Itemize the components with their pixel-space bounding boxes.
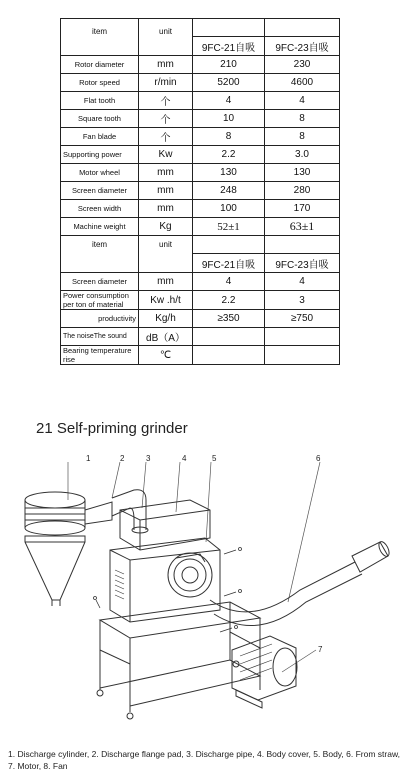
table-row [61,56,340,74]
header-model-b: 9FC-23自吸 [265,254,340,273]
row-item: Machine weight [61,218,139,236]
bolts [94,548,242,633]
row-value-b: 63±1 [265,218,340,236]
row-unit: mm [139,200,193,218]
row-unit: 个 [139,110,193,128]
callout-4: 4 [182,454,187,463]
callout-labels [86,454,323,654]
callout-5: 5 [212,454,217,463]
row-item: Screen width [61,200,139,218]
table-row [61,328,340,346]
table-row [61,346,340,365]
row-item: Rotor diameter [61,56,139,74]
row-item: Screen diameter [61,182,139,200]
row-value-b: 130 [265,164,340,182]
callout-3: 3 [146,454,151,463]
table-row [61,273,340,291]
grinder-drawing [0,450,400,735]
row-unit: 个 [139,92,193,110]
table-row [61,92,340,110]
table-row [61,146,340,164]
row-value-a: ≥350 [193,310,265,328]
callout-7: 7 [318,645,323,654]
row-value-b: 4 [265,273,340,291]
row-unit: ℃ [139,346,193,365]
row-unit: mm [139,273,193,291]
row-value-a: 130 [193,164,265,182]
callout-6: 6 [316,454,321,463]
row-item: The noiseThe sound [61,328,139,346]
row-item: productivity [61,310,139,328]
table-row [61,291,340,310]
table1-header-row [61,19,340,37]
row-value-a: 100 [193,200,265,218]
row-value-a: 248 [193,182,265,200]
header-blank-a [193,19,265,37]
row-value-a: 5200 [193,74,265,92]
row-item: Square tooth [61,110,139,128]
row-value-b: 230 [265,56,340,74]
motor [232,636,297,708]
row-value-b: 4 [265,92,340,110]
row-value-a: 2.2 [193,146,265,164]
table-row [61,110,340,128]
header-model-b: 9FC-23自吸 [265,37,340,56]
row-item: Bearing temperature rise [61,346,139,365]
header-model-a: 9FC-21自吸 [193,37,265,56]
table-row [61,74,340,92]
machine-body [110,538,220,622]
row-unit: mm [139,182,193,200]
table-row [61,310,340,328]
callout-1: 1 [86,454,91,463]
row-unit: dB（A） [139,328,193,346]
row-value-b: ≥750 [265,310,340,328]
header-blank-b [265,236,340,254]
discharge-pipe [112,490,148,533]
row-value-b [265,346,340,365]
callout-leaders [68,462,320,672]
row-value-b: 3 [265,291,340,310]
table-row [61,182,340,200]
row-unit: 个 [139,128,193,146]
row-item: Motor wheel [61,164,139,182]
table-row [61,128,340,146]
header-item: item [61,236,139,273]
spec-table [60,18,340,365]
header-blank-b [265,19,340,37]
row-value-a: 4 [193,92,265,110]
row-value-a: 52±1 [193,218,265,236]
row-value-b: 280 [265,182,340,200]
straw-pipe [210,540,391,625]
row-value-a: 210 [193,56,265,74]
row-item: Flat tooth [61,92,139,110]
table-row [61,164,340,182]
row-item: Screen diameter [61,273,139,291]
header-model-a: 9FC-21自吸 [193,254,265,273]
row-value-a [193,346,265,365]
header-unit: unit [139,19,193,56]
callout-2: 2 [120,454,125,463]
row-value-b: 170 [265,200,340,218]
row-unit: Kw [139,146,193,164]
row-value-a: 8 [193,128,265,146]
row-unit: mm [139,164,193,182]
row-unit: Kg/h [139,310,193,328]
row-item: Supporting power [61,146,139,164]
row-unit: mm [139,56,193,74]
discharge-cylinder [25,492,112,606]
frame [97,602,260,719]
row-item: Rotor speed [61,74,139,92]
row-value-a: 4 [193,273,265,291]
header-unit: unit [139,236,193,273]
caption: 1. Discharge cylinder, 2. Discharge flange pad, 3. Discharge pipe, 4. Body cover, 5. Body, 6. From straw, 7. Motor, 8. Fan [8,749,400,771]
row-unit: Kw .h/t [139,291,193,310]
row-value-b: 8 [265,110,340,128]
row-value-b: 4600 [265,74,340,92]
row-value-a [193,328,265,346]
header-item: item [61,19,139,56]
row-value-b: 8 [265,128,340,146]
table2-header-row [61,236,340,254]
header-blank-a [193,236,265,254]
row-value-b: 3.0 [265,146,340,164]
table-row [61,200,340,218]
row-unit: Kg [139,218,193,236]
row-item: Fan blade [61,128,139,146]
row-unit: r/min [139,74,193,92]
row-value-b [265,328,340,346]
row-item: Power consumption per ton of material [61,291,139,310]
table-row [61,218,340,236]
row-value-a: 10 [193,110,265,128]
row-value-a: 2.2 [193,291,265,310]
section-title: 21 Self-priming grinder [36,420,188,437]
